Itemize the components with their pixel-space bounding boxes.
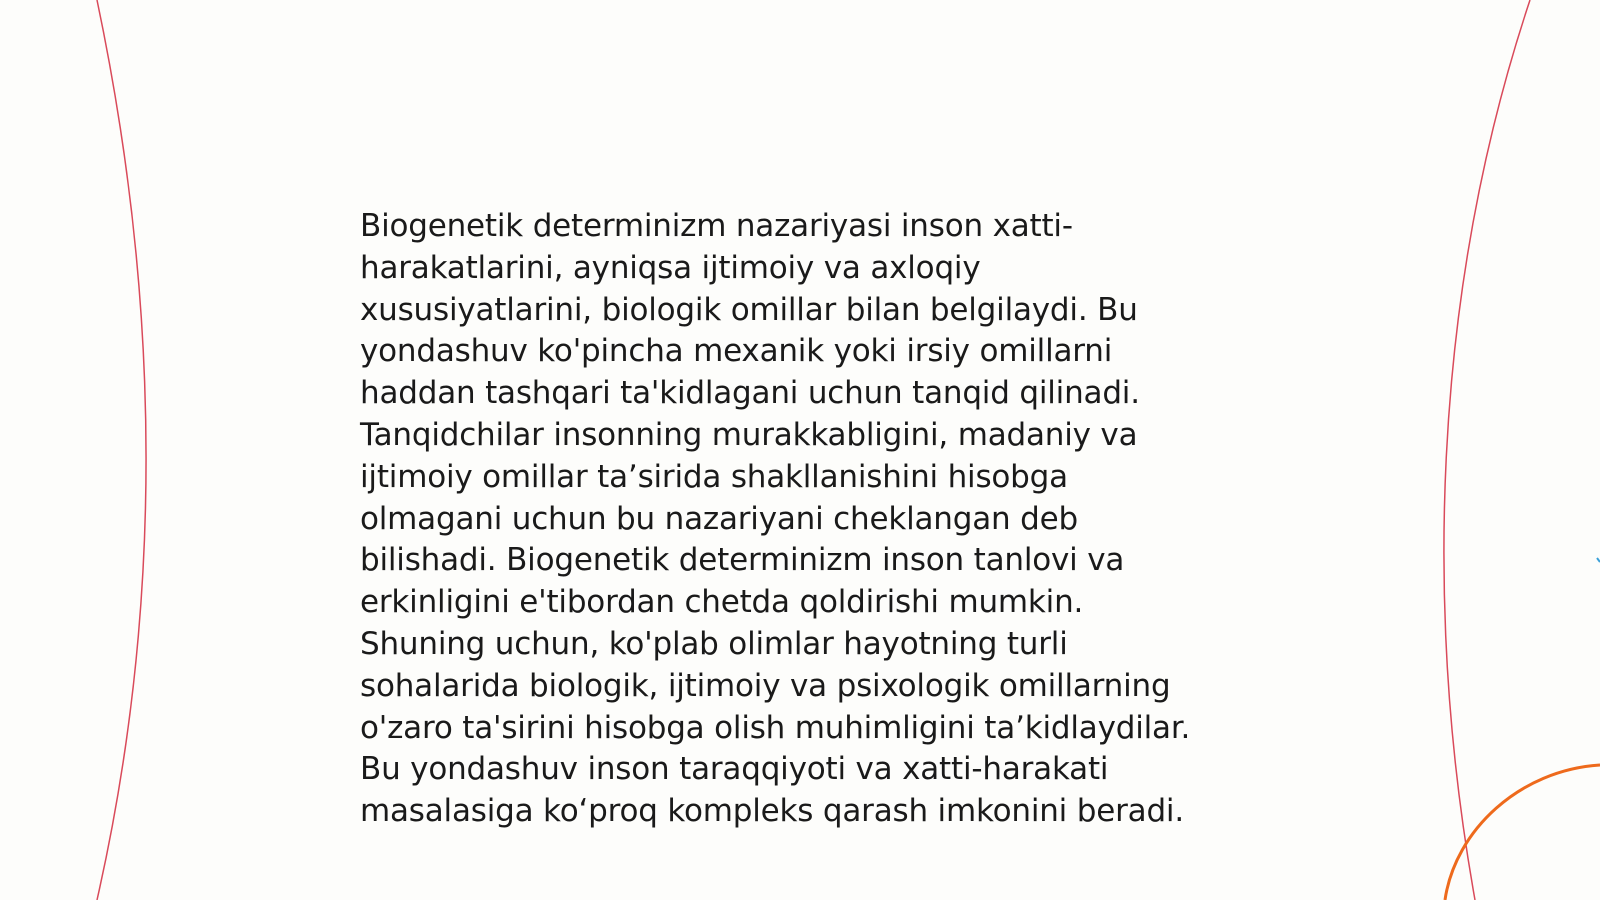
text-line: olmagani uchun bu nazariyani cheklangan deb xyxy=(360,500,1078,537)
text-line: yondashuv ko'pincha mexanik yoki irsiy omillarni xyxy=(360,333,1113,370)
text-line: xususiyatlarini, biologik omillar bilan belgilaydi. Bu xyxy=(360,291,1138,328)
text-line: bilishadi. Biogenetik determinizm inson tanlovi va xyxy=(360,542,1125,579)
left-red-arc xyxy=(97,0,146,900)
text-line: o'zaro ta'sirini hisobga olish muhimligini ta’kidlaydilar. xyxy=(360,709,1191,746)
text-line: Shuning uchun, ko'plab olimlar hayotning turli xyxy=(360,625,1068,662)
text-line: ijtimoiy omillar ta’sirida shakllanishini hisobga xyxy=(360,458,1068,495)
text-line: masalasiga ko‘proq kompleks qarash imkonini beradi. xyxy=(360,793,1184,830)
text-line: Bu yondashuv inson taraqqiyoti va xatti-harakati xyxy=(360,751,1109,788)
text-line: harakatlarini, ayniqsa ijtimoiy va axloqiy xyxy=(360,249,981,286)
text-line: erkinligini e'tibordan chetda qoldirishi mumkin. xyxy=(360,584,1084,621)
text-line: haddan tashqari ta'kidlagani uchun tanqid qilinadi. xyxy=(360,375,1140,412)
slide-body-text xyxy=(360,206,1260,833)
bottom-right-orange-circle xyxy=(1445,765,1600,900)
text-line: Tanqidchilar insonning murakkabligini, madaniy va xyxy=(360,416,1138,453)
text-line: sohalarida biologik, ijtimoiy va psixologik omillarning xyxy=(360,667,1171,704)
text-line: Biogenetik determinizm nazariyasi inson xatti- xyxy=(360,208,1073,244)
right-red-arc xyxy=(1444,0,1530,900)
